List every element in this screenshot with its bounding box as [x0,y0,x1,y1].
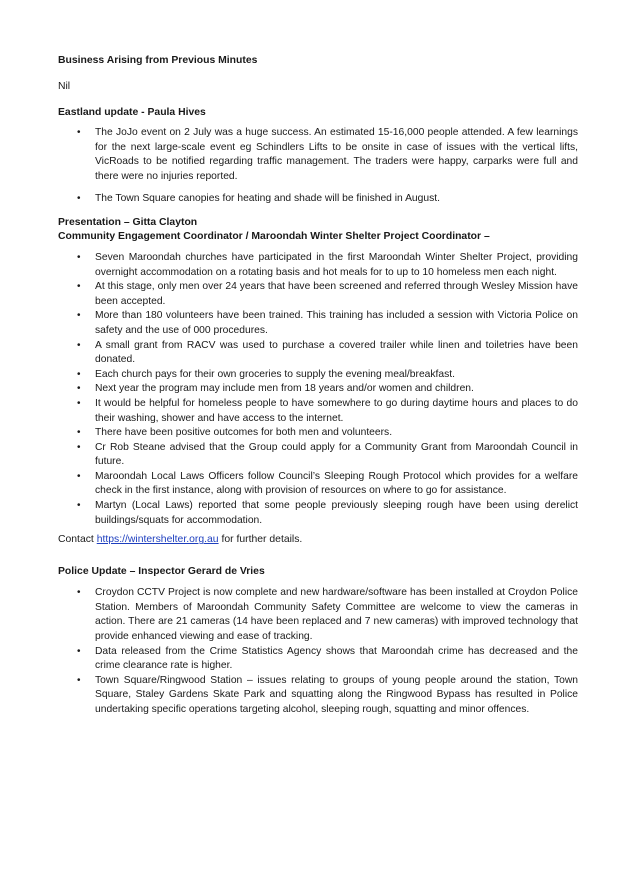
list-item: • The JoJo event on 2 July was a huge success. An estimated 15-16,000 people attended. A few learnings for the next large-scale event eg Schindlers Lifts to be onsite in case of issues with the vertical lifts, VicRoads to be notified regarding traffic management. The traders were happy, carparks were full and there were no injuries reported. [58,126,578,184]
list-item: • Croydon CCTV Project is now complete and new hardware/software has been installed at Croydon Police Station. Members of Maroondah Community Safety Committee are welcome to view the cameras in action. There are 21 cameras (14 have been replaced and 7 new cameras) with improved technology that provide enhanced viewing and ease of tracking. [58,586,578,644]
eastland-heading: Eastland update - Paula Hives [58,107,206,118]
list-item: • At this stage, only men over 24 years that have been screened and referred through Wesley Mission have been accepted. [58,280,578,309]
list-item: • A small grant from RACV was used to purchase a covered trailer while linen and toiletries have been donated. [58,339,578,368]
business-text: Nil [58,81,71,92]
list-item: • Next year the program may include men from 18 years and/or women and children. [58,382,578,397]
list-item: • Seven Maroondah churches have participated in the first Maroondah Winter Shelter Project, providing overnight accommodation on a rotating basis and hot meals for to up to 10 homeless men each night. [58,251,578,280]
contact-suffix: for further details. [218,534,303,546]
contact-prefix: Contact [58,534,97,546]
list-item: • Each church pays for their own groceries to supply the evening meal/breakfast. [58,368,578,383]
list-item: • The Town Square canopies for heating and shade will be finished in August. [58,192,578,207]
list-item: • Martyn (Local Laws) reported that some people previously sleeping rough have been using derelict buildings/squats for accommodation. [58,499,578,528]
wintershelter-link[interactable]: https://wintershelter.org.au [96,534,219,546]
contact-line [58,533,578,547]
business-heading: Business Arising from Previous Minutes [58,55,258,66]
list-item: • More than 180 volunteers have been trained. This training has included a session with Victoria Police on safety and the use of 000 procedures. [58,309,578,338]
list-item: • There have been positive outcomes for both men and volunteers. [58,426,578,441]
list-item: • Town Square/Ringwood Station – issues relating to groups of young people around the station, Town Square, Staley Gardens Skate Park and squatting along the Ringwood Bypass has resulted in Police undertaking specific operations targeting alcohol, sleeping rough, squatting and minor offences. [58,674,578,718]
list-item: • Cr Rob Steane advised that the Group could apply for a Community Grant from Maroondah Council in future. [58,441,578,470]
presentation-subheading: Community Engagement Coordinator / Maroondah Winter Shelter Project Coordinator – [58,230,490,242]
presentation-heading: Presentation – Gitta Clayton [58,216,198,228]
list-item: • Data released from the Crime Statistics Agency shows that Maroondah crime has decreased and the crime clearance rate is higher. [58,645,578,674]
presentation-list [58,251,578,528]
eastland-list [58,126,578,207]
police-list [58,586,578,717]
police-heading: Police Update – Inspector Gerard de Vries [58,566,265,578]
list-item: • Maroondah Local Laws Officers follow Council’s Sleeping Rough Protocol which provides for a welfare check in the first instance, along with provision of resources on where to go for assistance. [58,470,578,499]
list-item: • It would be helpful for homeless people to have somewhere to go during daytime hours and places to do their washing, shower and have access to the internet. [58,397,578,426]
